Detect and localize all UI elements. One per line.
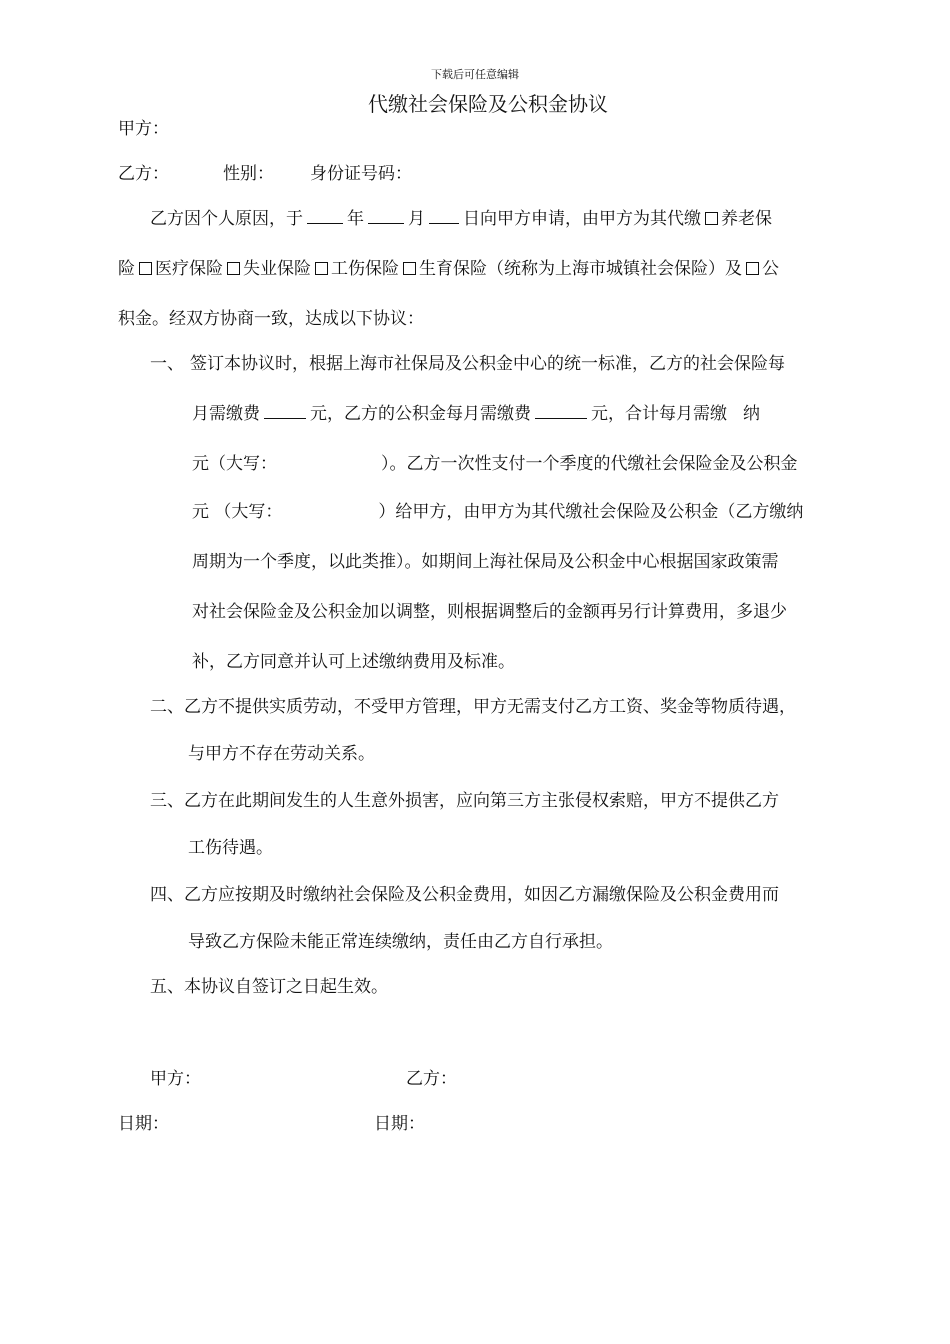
party-a-line: 甲方： <box>118 119 169 139</box>
intro-line-3: 积金。经双方协商一致，达成以下协议： <box>118 309 424 329</box>
header-note: 下载后可任意编辑 <box>431 68 519 81</box>
date-party-b: 日期： <box>374 1114 425 1134</box>
clause-1-line-6: 对社会保险金及公积金加以调整，则根据调整后的金额再另行计算费用，多退少 <box>192 602 787 622</box>
clause-2-line-1: 二、乙方不提供实质劳动，不受甲方管理，甲方无需支付乙方工资、奖金等物质待遇， <box>150 697 796 717</box>
date-party-a: 日期： <box>118 1114 169 1134</box>
clause-1-line-3: 元（大写： ）。乙方一次性支付一个季度的代缴社会保险金及公积金 <box>192 454 798 474</box>
clause-3-line-1: 三、乙方在此期间发生的人生意外损害，应向第三方主张侵权索赔，甲方不提供乙方 <box>150 791 779 811</box>
injury-checkbox[interactable] <box>315 262 328 275</box>
month-blank[interactable] <box>368 207 404 224</box>
party-b-label: 乙方： <box>118 164 169 184</box>
housing-fund-checkbox[interactable] <box>746 262 759 275</box>
clause-1-number: 一、 <box>150 354 184 374</box>
clause-1-line-4: 元 （大写： ）给甲方，由甲方为其代缴社会保险及公积金（乙方缴纳 <box>192 502 804 522</box>
intro-line-1: 乙方因个人原因，于 年 月 日向甲方申请，由甲方为其代缴 养老保 <box>150 209 772 229</box>
pension-checkbox[interactable] <box>705 212 718 225</box>
medical-checkbox[interactable] <box>139 262 152 275</box>
clause-1-line-2: 月需缴费 元，乙方的公积金每月需缴费 元，合计每月需缴 纳 <box>192 404 760 424</box>
clause-1-line-7: 补，乙方同意并认可上述缴纳费用及标准。 <box>192 652 515 672</box>
fund-fee-blank[interactable] <box>535 402 587 419</box>
clause-5-line-1: 五、本协议自签订之日起生效。 <box>150 977 388 997</box>
clause-1-line-5: 周期为一个季度，以此类推）。如期间上海社保局及公积金中心根据国家政策需 <box>192 552 779 572</box>
id-number-label: 身份证号码： <box>310 164 412 184</box>
clause-1-line-1: 一、 签订本协议时，根据上海市社保局及公积金中心的统一标准，乙方的社会保险每 <box>150 354 785 374</box>
clause-3-line-2: 工伤待遇。 <box>188 838 273 858</box>
insurance-fee-blank[interactable] <box>264 402 306 419</box>
clause-4-line-2: 导致乙方保险未能正常连续缴纳，责任由乙方自行承担。 <box>188 932 613 952</box>
unemployment-checkbox[interactable] <box>227 262 240 275</box>
document-title: 代缴社会保险及公积金协议 <box>368 92 608 116</box>
gender-label: 性别： <box>223 164 274 184</box>
signature-party-b: 乙方： <box>406 1069 457 1089</box>
clause-2-line-2: 与甲方不存在劳动关系。 <box>188 744 375 764</box>
intro-line-2: 险 医疗保险 失业保险 工伤保险 生育保险（统称为上海市城镇社会保险）及 公 <box>118 259 779 279</box>
clause-4-line-1: 四、乙方应按期及时缴纳社会保险及公积金费用，如因乙方漏缴保险及公积金费用而 <box>150 885 779 905</box>
signature-party-a: 甲方： <box>150 1069 201 1089</box>
year-blank[interactable] <box>307 207 343 224</box>
party-b-line <box>118 162 412 186</box>
maternity-checkbox[interactable] <box>403 262 416 275</box>
day-blank[interactable] <box>429 207 459 224</box>
